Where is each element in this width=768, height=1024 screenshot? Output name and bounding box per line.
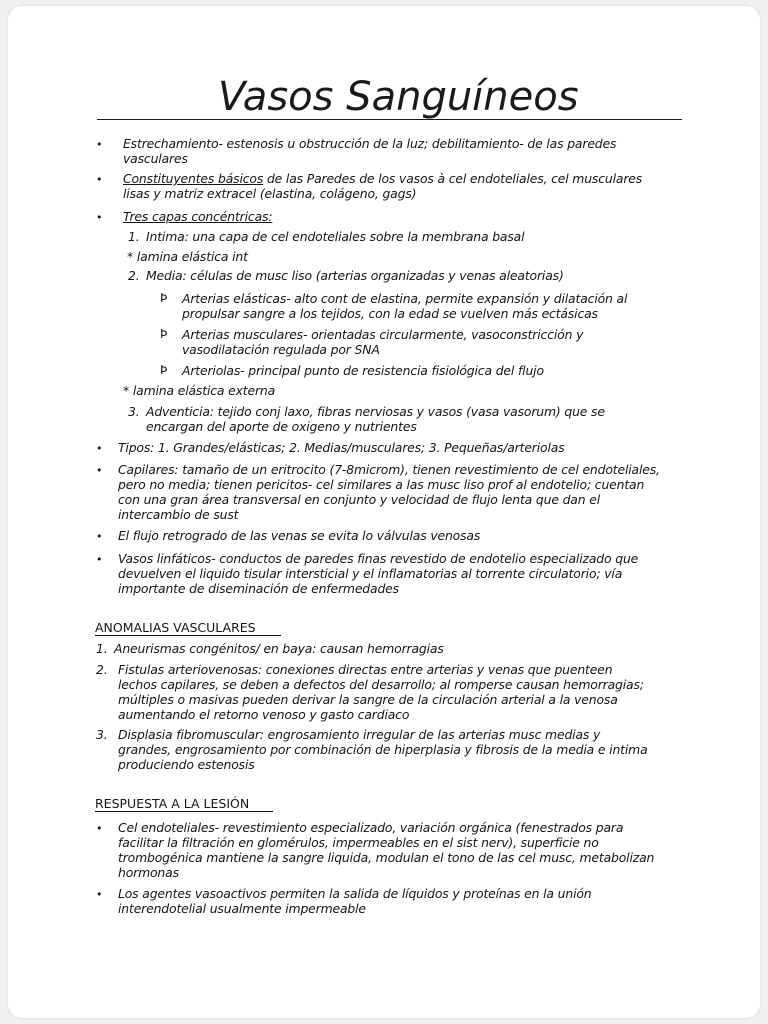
bullet-flujo: El flujo retrogrado de las venas se evita lo válvulas venosas bbox=[118, 528, 481, 543]
respuesta-vasoactivos-line2: interendotelial usualmente impermeable bbox=[118, 901, 366, 916]
constituyentes-rest: de las Paredes de los vasos à cel endoteliales, cel musculares bbox=[263, 171, 643, 186]
respuesta-endoteliales-line4: hormonas bbox=[118, 865, 179, 880]
anomalia-number-3: 3. bbox=[96, 727, 108, 742]
constituyentes-term: Constituyentes básicos bbox=[123, 171, 264, 186]
arrow-bullet: Þ bbox=[160, 291, 168, 305]
arterias-elasticas-line2: propulsar sangre a los tejidos, con la edad se vuelven más ectásicas bbox=[182, 306, 598, 321]
anomalia-aneurismas: Aneurismas congénitos/ en baya: causan hemorragias bbox=[114, 641, 444, 656]
bullet-marker: • bbox=[96, 173, 103, 186]
respuesta-vasoactivos-line1: Los agentes vasoactivos permiten la salida de líquidos y proteínas en la unión bbox=[118, 886, 592, 901]
arteriolas: Arteriolas- principal punto de resistencia fisiológica del flujo bbox=[182, 363, 544, 378]
anomalia-number-2: 2. bbox=[96, 662, 108, 677]
bullet-marker: • bbox=[96, 553, 103, 566]
bullet-marker: • bbox=[96, 530, 103, 543]
heading-underline bbox=[95, 811, 273, 812]
bullet-tipos: Tipos: 1. Grandes/elásticas; 2. Medias/musculares; 3. Pequeñas/arteriolas bbox=[118, 440, 565, 455]
bullet-capilares-line2: pero no media; tienen pericitos- cel similares a las musc liso prof al endotelio; cuentan bbox=[118, 477, 645, 492]
section-heading-respuesta: RESPUESTA A LA LESIÓN bbox=[95, 796, 250, 811]
bullet-marker: • bbox=[96, 138, 103, 151]
respuesta-endoteliales-line3: trombogénica mantiene la sangre liquida, modulan el tono de las cel musc, metabolizan bbox=[118, 850, 655, 865]
page-title: Vasos Sanguíneos bbox=[218, 74, 579, 120]
bullet-constituyentes-line2: lisas y matriz extracel (elastina, colágeno, gags) bbox=[123, 186, 417, 201]
anomalia-number-1: 1. bbox=[96, 641, 108, 656]
lamina-elastica-int: * lamina elástica int bbox=[127, 249, 248, 264]
arterias-elasticas-line1: Arterias elásticas- alto cont de elastina, permite expansión y dilatación al bbox=[182, 291, 628, 306]
capa-adventicia-line2: encargan del aporte de oxigeno y nutrientes bbox=[146, 419, 417, 434]
respuesta-endoteliales-line1: Cel endoteliales- revestimiento especializado, variación orgánica (fenestrados para bbox=[118, 820, 624, 835]
anomalia-fistulas-line2: lechos capilares, se deben a defectos del desarrollo; al romperse causan hemorragias; bbox=[118, 677, 644, 692]
title-underline bbox=[97, 119, 682, 120]
respuesta-endoteliales-line2: facilitar la filtración en glomérulos, impermeables en el sist nerv), superficie no bbox=[118, 835, 599, 850]
bullet-estrechamiento-line2: vasculares bbox=[123, 151, 188, 166]
lamina-elastica-externa: * lamina elástica externa bbox=[123, 383, 276, 398]
heading-underline bbox=[95, 635, 281, 636]
arrow-bullet: Þ bbox=[160, 363, 168, 377]
bullet-marker: • bbox=[96, 211, 103, 224]
bullet-marker: • bbox=[96, 822, 103, 835]
capa-number-1: 1. bbox=[128, 229, 140, 244]
anomalia-fistulas-line1: Fistulas arteriovenosas: conexiones directas entre arterias y venas que puenteen bbox=[118, 662, 613, 677]
arterias-musculares-line1: Arterias musculares- orientadas circularmente, vasoconstricción y bbox=[182, 327, 584, 342]
bullet-linfaticos-line1: Vasos linfáticos- conductos de paredes finas revestido de endotelio especializado que bbox=[118, 551, 639, 566]
anomalia-fistulas-line3: múltiples o masivas pueden derivar la sangre de la circulación arterial a la venosa bbox=[118, 692, 618, 707]
arrow-bullet: Þ bbox=[160, 327, 168, 341]
capa-adventicia-line1: Adventicia: tejido conj laxo, fibras nerviosas y vasos (vasa vasorum) que se bbox=[146, 404, 605, 419]
bullet-marker: • bbox=[96, 464, 103, 477]
capa-media: Media: células de musc liso (arterias organizadas y venas aleatorias) bbox=[146, 268, 564, 283]
capa-intima: Intima: una capa de cel endoteliales sobre la membrana basal bbox=[146, 229, 525, 244]
capa-number-3: 3. bbox=[128, 404, 140, 419]
anomalia-displasia-line3: produciendo estenosis bbox=[118, 757, 255, 772]
anomalia-displasia-line2: grandes, engrosamiento por combinación de hiperplasia y fibrosis de la media e intima bbox=[118, 742, 648, 757]
bullet-constituyentes-line1 bbox=[123, 171, 642, 187]
capa-number-2: 2. bbox=[128, 268, 140, 283]
bullet-marker: • bbox=[96, 888, 103, 901]
bullet-capilares-line1: Capilares: tamaño de un eritrocito (7-8microm), tienen revestimiento de cel endoteliales, bbox=[118, 462, 660, 477]
anomalia-displasia-line1: Displasia fibromuscular: engrosamiento irregular de las arterias musc medias y bbox=[118, 727, 601, 742]
bullet-capilares-line3: con una gran área transversal en conjunto y velocidad de flujo lenta que dan el bbox=[118, 492, 600, 507]
bullet-tres-capas: Tres capas concéntricas: bbox=[123, 209, 273, 224]
bullet-linfaticos-line2: devuelven el liquido tisular intersticial y el inflamatorias al torrente circulatorio; vía bbox=[118, 566, 623, 581]
bullet-marker: • bbox=[96, 442, 103, 455]
bullet-linfaticos-line3: importante de diseminación de enfermedades bbox=[118, 581, 399, 596]
arterias-musculares-line2: vasodilatación regulada por SNA bbox=[182, 342, 380, 357]
bullet-capilares-line4: intercambio de sust bbox=[118, 507, 239, 522]
anomalia-fistulas-line4: aumentando el retorno venoso y gasto cardiaco bbox=[118, 707, 410, 722]
section-heading-anomalias: ANOMALIAS VASCULARES bbox=[95, 620, 256, 635]
bullet-estrechamiento-line1: Estrechamiento- estenosis u obstrucción de la luz; debilitamiento- de las paredes bbox=[123, 136, 617, 151]
